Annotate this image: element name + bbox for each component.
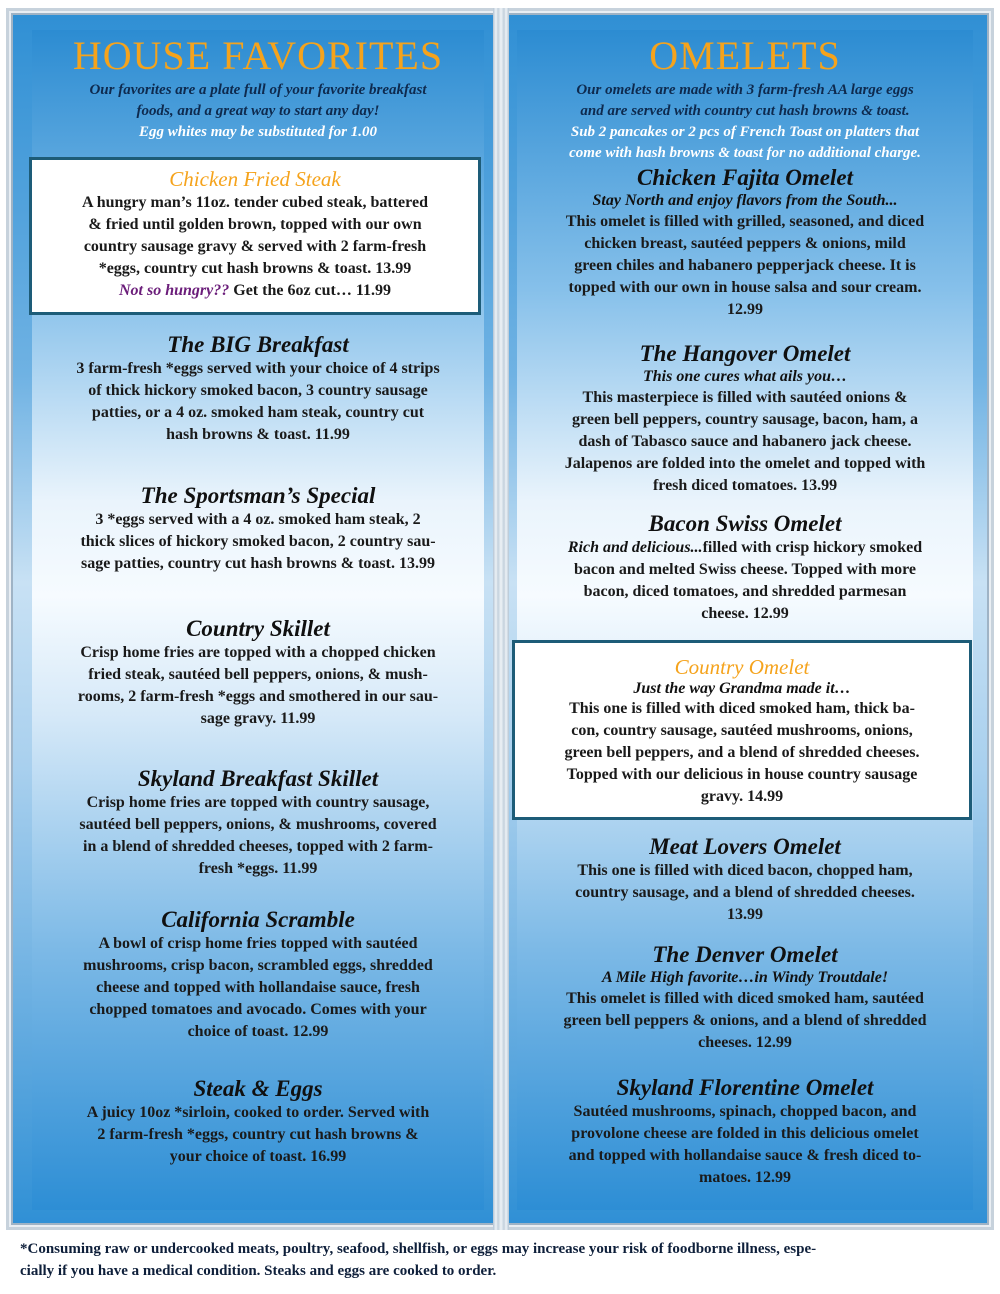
house-favorites-column bbox=[32, 30, 484, 1210]
menu-item: The Sportsman’s Special 3 *eggs served with a 4 oz. smoked ham steak, 2 thick slices of hickory smoked bacon, 2 country sau- sage patties, country cut hash browns & toast. 13.99 bbox=[32, 483, 484, 575]
item-name: Meat Lovers Omelet bbox=[649, 834, 841, 859]
menu-item: Skyland Breakfast Skillet Crisp home fries are topped with country sausage, sautéed bell peppers, onions, & mushrooms, covered in a blend of shredded cheeses, topped with 2 farm- fresh *eggs. 11.99 bbox=[32, 766, 484, 880]
item-name: The Sportsman’s Special bbox=[140, 483, 376, 508]
menu-item: The Denver Omelet A Mile High favorite…in Windy Troutdale! This omelet is filled with diced smoked ham, sautéed green bell peppers & onions, and a blend of shredded cheeses. 12.99 bbox=[517, 942, 973, 1054]
item-name: Country Omelet bbox=[674, 655, 810, 679]
menu-item: Meat Lovers Omelet This one is filled with diced bacon, chopped ham, country sausage, and a blend of shredded cheeses. 13.99 bbox=[517, 834, 973, 926]
featured-item-chicken-fried-steak: Chicken Fried Steak A hungry man’s 11oz. tender cubed steak, battered & fried until golden brown, topped with our own country sausage gravy & served with 2 farm-fresh *eggs, country cut hash browns & toast. 13.99 Not so hungry?? Get the 6oz cut… 11.99 bbox=[29, 157, 481, 315]
item-tagline: Just the way Grandma made it… bbox=[633, 680, 851, 697]
section-title: OMELETS bbox=[649, 33, 841, 78]
item-name: Chicken Fried Steak bbox=[169, 167, 341, 191]
item-tagline: A Mile High favorite…in Windy Troutdale! bbox=[601, 969, 889, 986]
item-name: California Scramble bbox=[161, 907, 355, 932]
item-name: Bacon Swiss Omelet bbox=[648, 511, 842, 536]
menu-item: Chicken Fajita Omelet Stay North and enjoy flavors from the South... This omelet is filled with grilled, seasoned, and diced chicken breast, sautéed peppers & onions, mild green chiles and habanero pepperjack cheese. It is topped with our own in house salsa and sour cream. 12.99 bbox=[517, 165, 973, 321]
section-intro: Our favorites are a plate full of your favorite breakfast foods, and a great way to start any day! Egg whites may be substituted for 1.00 bbox=[89, 82, 427, 140]
featured-item-country-omelet: Country Omelet Just the way Grandma made it… This one is filled with diced smoked ham, thick ba- con, country sausage, sautéed mushrooms, onions, green bell peppers, and a blend of shredded cheeses. Topped with our delicious in house country sausage gravy. 14.99 bbox=[512, 640, 972, 820]
item-name: Skyland Breakfast Skillet bbox=[137, 766, 379, 791]
item-name: Chicken Fajita Omelet bbox=[637, 165, 853, 190]
menu-item: Skyland Florentine Omelet Sautéed mushrooms, spinach, chopped bacon, and provolone cheese are folded in this delicious omelet and topped with hollandaise sauce & fresh diced to- matoes. 12.99 bbox=[517, 1075, 973, 1189]
menu-item: Steak & Eggs A juicy 10oz *sirloin, cooked to order. Served with 2 farm-fresh *eggs, country cut hash browns & your choice of toast. 16.99 bbox=[32, 1076, 484, 1168]
item-tagline: Rich and delicious... bbox=[567, 539, 703, 556]
food-safety-disclaimer: *Consuming raw or undercooked meats, poultry, seafood, shellfish, or eggs may increase your risk of foodborne illness, espe- cially if you have a medical condition. Steaks and eggs are cooked to order. bbox=[20, 1241, 817, 1279]
section-intro: Our omelets are made with 3 farm-fresh AA large eggs and are served with country cut hash browns & toast. Sub 2 pancakes or 2 pcs of French Toast on platters that come with hash browns & toast for no additional charge. bbox=[569, 82, 921, 161]
item-name: The Hangover Omelet bbox=[639, 341, 851, 366]
item-tagline: Stay North and enjoy flavors from the South... bbox=[592, 192, 898, 209]
item-name: The BIG Breakfast bbox=[167, 332, 349, 357]
item-name: Skyland Florentine Omelet bbox=[616, 1075, 874, 1100]
section-title: HOUSE FAVORITES bbox=[72, 33, 444, 78]
note-label: Not so hungry?? bbox=[119, 282, 230, 299]
menu-item: Bacon Swiss Omelet Rich and delicious...filled with crisp hickory smoked bacon and melted Swiss cheese. Topped with more bacon, diced tomatoes, and shredded parmesan cheese. 12.99 bbox=[517, 511, 973, 625]
omelets-column bbox=[517, 30, 973, 1210]
item-name: Country Skillet bbox=[186, 616, 330, 641]
item-tagline: This one cures what ails you… bbox=[642, 368, 848, 385]
menu-item: Country Skillet Crisp home fries are topped with a chopped chicken fried steak, sautéed bell peppers, onions, & mush- rooms, 2 farm-fresh *eggs and smothered in our sau- sage gravy. 11.99 bbox=[32, 616, 484, 730]
column-divider bbox=[493, 8, 509, 1230]
menu-item: The Hangover Omelet This one cures what ails you… This masterpiece is filled with sautéed onions & green bell peppers, country sausage, bacon, ham, a dash of Tabasco sauce and habanero jack cheese. Jalapenos are folded into the omelet and topped with fresh diced tomatoes. 13.99 bbox=[517, 341, 973, 497]
menu-item: California Scramble A bowl of crisp home fries topped with sautéed mushrooms, crisp bacon, scrambled eggs, shredded cheese and topped with hollandaise sauce, fresh chopped tomatoes and avocado. Comes with your choice of toast. 12.99 bbox=[32, 907, 484, 1043]
item-name: The Denver Omelet bbox=[652, 942, 838, 967]
item-name: Steak & Eggs bbox=[193, 1076, 323, 1101]
menu-item: The BIG Breakfast 3 farm-fresh *eggs served with your choice of 4 strips of thick hickory smoked bacon, 3 country sausage patties, or a 4 oz. smoked ham steak, country cut hash browns & toast. 11.99 bbox=[32, 332, 484, 446]
